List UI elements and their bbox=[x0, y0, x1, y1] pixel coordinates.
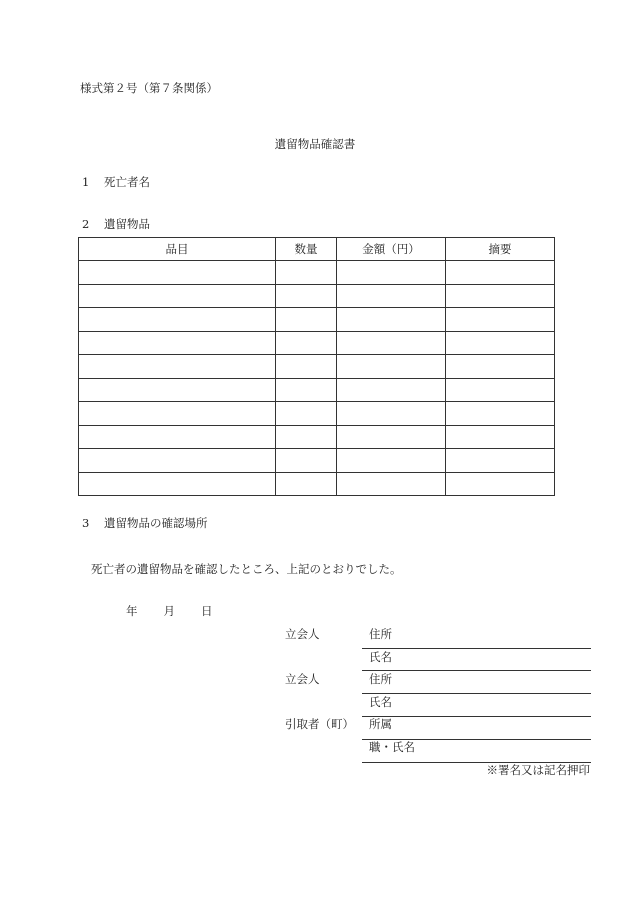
table-row bbox=[79, 355, 555, 379]
table-cell-item[interactable] bbox=[79, 378, 276, 402]
table-cell-remarks[interactable] bbox=[446, 472, 555, 496]
section-belongings bbox=[82, 219, 150, 231]
witness1-address-line[interactable] bbox=[362, 648, 591, 649]
table-cell-quantity[interactable] bbox=[276, 284, 337, 308]
table-cell-quantity[interactable] bbox=[276, 425, 337, 449]
table-cell-quantity[interactable] bbox=[276, 331, 337, 355]
table-cell-quantity[interactable] bbox=[276, 261, 337, 285]
table-cell-amount[interactable] bbox=[337, 284, 446, 308]
witness1-name-label: 氏名 bbox=[369, 650, 392, 664]
section-label: 遺留物品 bbox=[104, 217, 150, 231]
section-label: 死亡者名 bbox=[104, 175, 150, 189]
table-cell-amount[interactable] bbox=[337, 355, 446, 379]
date-line bbox=[126, 606, 213, 618]
table-row bbox=[79, 402, 555, 426]
form-number: 様式第２号（第７条関係） bbox=[80, 81, 218, 95]
date-year-label: 年 bbox=[126, 604, 138, 618]
table-cell-quantity[interactable] bbox=[276, 308, 337, 332]
table-cell-amount[interactable] bbox=[337, 425, 446, 449]
table-row bbox=[79, 378, 555, 402]
section-label: 遺留物品の確認場所 bbox=[104, 516, 208, 530]
witness2-address-label: 住所 bbox=[369, 672, 392, 686]
table-cell-amount[interactable] bbox=[337, 261, 446, 285]
table-row bbox=[79, 308, 555, 332]
table-cell-item[interactable] bbox=[79, 308, 276, 332]
table-cell-amount[interactable] bbox=[337, 308, 446, 332]
section-number: 3 bbox=[82, 516, 90, 530]
receiver-title-name-label: 職・氏名 bbox=[369, 740, 415, 754]
section-deceased-name bbox=[82, 177, 150, 189]
date-day-label: 日 bbox=[201, 604, 213, 618]
witness1-address-label: 住所 bbox=[369, 627, 392, 641]
column-header-amount: 金額（円） bbox=[337, 238, 446, 261]
column-header-remarks: 摘要 bbox=[446, 238, 555, 261]
table-row bbox=[79, 284, 555, 308]
witness2-role: 立会人 bbox=[285, 672, 320, 686]
table-cell-item[interactable] bbox=[79, 331, 276, 355]
table-cell-item[interactable] bbox=[79, 449, 276, 473]
table-cell-item[interactable] bbox=[79, 472, 276, 496]
section-confirmation-place bbox=[82, 518, 208, 530]
table-cell-item[interactable] bbox=[79, 355, 276, 379]
table-cell-remarks[interactable] bbox=[446, 261, 555, 285]
table-cell-remarks[interactable] bbox=[446, 378, 555, 402]
table-cell-quantity[interactable] bbox=[276, 378, 337, 402]
table-cell-remarks[interactable] bbox=[446, 449, 555, 473]
table-header-row bbox=[79, 238, 555, 261]
table-cell-remarks[interactable] bbox=[446, 308, 555, 332]
column-header-item: 品目 bbox=[79, 238, 276, 261]
receiver-role: 引取者（町） bbox=[285, 717, 354, 731]
table-cell-remarks[interactable] bbox=[446, 355, 555, 379]
date-month-label: 月 bbox=[163, 604, 175, 618]
table-cell-amount[interactable] bbox=[337, 378, 446, 402]
table-cell-item[interactable] bbox=[79, 425, 276, 449]
table-cell-item[interactable] bbox=[79, 284, 276, 308]
table-cell-quantity[interactable] bbox=[276, 355, 337, 379]
column-header-quantity: 数量 bbox=[276, 238, 337, 261]
receiver-affiliation-label: 所属 bbox=[369, 717, 392, 731]
witness2-name-label: 氏名 bbox=[369, 695, 392, 709]
table-row bbox=[79, 449, 555, 473]
table-cell-amount[interactable] bbox=[337, 472, 446, 496]
table-cell-amount[interactable] bbox=[337, 449, 446, 473]
table-row bbox=[79, 261, 555, 285]
confirmation-statement: 死亡者の遺留物品を確認したところ、上記のとおりでした。 bbox=[91, 562, 402, 576]
section-number: 2 bbox=[82, 217, 90, 231]
witness2-name-line[interactable] bbox=[362, 716, 591, 717]
seal-note: ※署名又は記名押印 bbox=[486, 763, 590, 777]
table-cell-item[interactable] bbox=[79, 261, 276, 285]
table-row bbox=[79, 331, 555, 355]
belongings-table bbox=[78, 237, 555, 496]
table-row bbox=[79, 425, 555, 449]
table-cell-quantity[interactable] bbox=[276, 472, 337, 496]
table-row bbox=[79, 472, 555, 496]
table-cell-item[interactable] bbox=[79, 402, 276, 426]
table-cell-quantity[interactable] bbox=[276, 402, 337, 426]
table-cell-remarks[interactable] bbox=[446, 331, 555, 355]
witness1-role: 立会人 bbox=[285, 627, 320, 641]
section-number: 1 bbox=[82, 175, 90, 189]
table-cell-remarks[interactable] bbox=[446, 425, 555, 449]
document-title: 遺留物品確認書 bbox=[274, 137, 356, 151]
witness1-name-line[interactable] bbox=[362, 670, 591, 671]
table-cell-remarks[interactable] bbox=[446, 284, 555, 308]
table-cell-remarks[interactable] bbox=[446, 402, 555, 426]
witness2-address-line[interactable] bbox=[362, 693, 591, 694]
table-cell-amount[interactable] bbox=[337, 331, 446, 355]
table-cell-quantity[interactable] bbox=[276, 449, 337, 473]
table-cell-amount[interactable] bbox=[337, 402, 446, 426]
